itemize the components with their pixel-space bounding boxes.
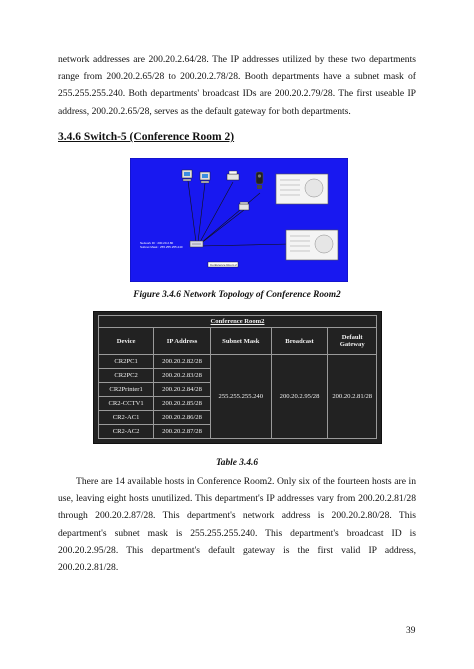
- air-conditioner-icon: [286, 230, 338, 260]
- network-id-label: Network ID : 200.20.2.80: [140, 241, 174, 245]
- subnet-mask-cell: 255.255.255.240: [210, 355, 271, 439]
- column-header: Subnet Mask: [210, 328, 271, 355]
- ip-cell: 200.20.2.85/28: [154, 397, 211, 411]
- pc-icon: [182, 170, 192, 181]
- switch-icon: [190, 241, 203, 247]
- room-label: Conference Room 2: [210, 263, 237, 267]
- device-cell: CR2-CCTV1: [99, 397, 154, 411]
- ip-cell: 200.20.2.86/28: [154, 411, 211, 425]
- table-container: [93, 311, 382, 444]
- network-topology-figure: [130, 158, 348, 282]
- column-header: Device: [99, 328, 154, 355]
- broadcast-cell: 200.20.2.95/28: [271, 355, 328, 439]
- device-cell: CR2-AC2: [99, 425, 154, 439]
- ip-cell: 200.20.2.82/28: [154, 355, 211, 369]
- column-header: Default Gateway: [328, 328, 377, 355]
- conference-room-table: [98, 315, 377, 439]
- device-cell: CR2-AC1: [99, 411, 154, 425]
- column-header: IP Address: [154, 328, 211, 355]
- air-conditioner-icon: [276, 174, 328, 204]
- device-cell: CR2PC1: [99, 355, 154, 369]
- column-header: Broadcast: [271, 328, 328, 355]
- intro-paragraph: network addresses are 200.20.2.64/28. The IP addresses utilized by these two departments range from 200.20.2.65/28 to 200.20.2.78/28. Booth departments have a subnet mask of 255.255.255.240. Both departments' broadcast IDs are 200.20.2.79/28. The first useable IP address, 200.20.2.65/28, serves as the default gateway for both departments.: [58, 54, 416, 117]
- ip-cell: 200.20.2.83/28: [154, 369, 211, 383]
- subnet-mask-label: Subnet Mask : 255.255.255.240: [140, 245, 183, 249]
- table-title: Conference Room2: [99, 316, 377, 328]
- cctv-camera-icon: [256, 172, 263, 189]
- page-number: 39: [406, 626, 416, 636]
- pc-icon: [200, 172, 210, 183]
- ip-cell: 200.20.2.87/28: [154, 425, 211, 439]
- device-cell: CR2PC2: [99, 369, 154, 383]
- printer-icon: [227, 171, 239, 180]
- default-gateway-cell: 200.20.2.81/28: [328, 355, 377, 439]
- ip-cell: 200.20.2.84/28: [154, 383, 211, 397]
- table-row: [99, 355, 377, 369]
- phone-icon: [239, 202, 249, 210]
- figure-caption: Figure 3.4.6 Network Topology of Conference Room2: [133, 290, 341, 300]
- table-caption: Table 3.4.6: [215, 458, 259, 468]
- device-cell: CR2Printer1: [99, 383, 154, 397]
- section-heading: 3.4.6 Switch-5 (Conference Room 2): [58, 131, 235, 143]
- body-paragraph: There are 14 available hosts in Conference Room2. Only six of the fourteen hosts are in use, leaving eight hosts unutilized. This department's IP addresses vary from 200.20.2.81/28 through 200.20.2.87/28. This department's network address is 200.20.2.80/28. This department's subnet mask is 255.255.255.240. This department's broadcast ID is 200.20.2.95/28. This department's default gateway is the first valid IP address, 200.20.2.81/28.: [58, 476, 416, 574]
